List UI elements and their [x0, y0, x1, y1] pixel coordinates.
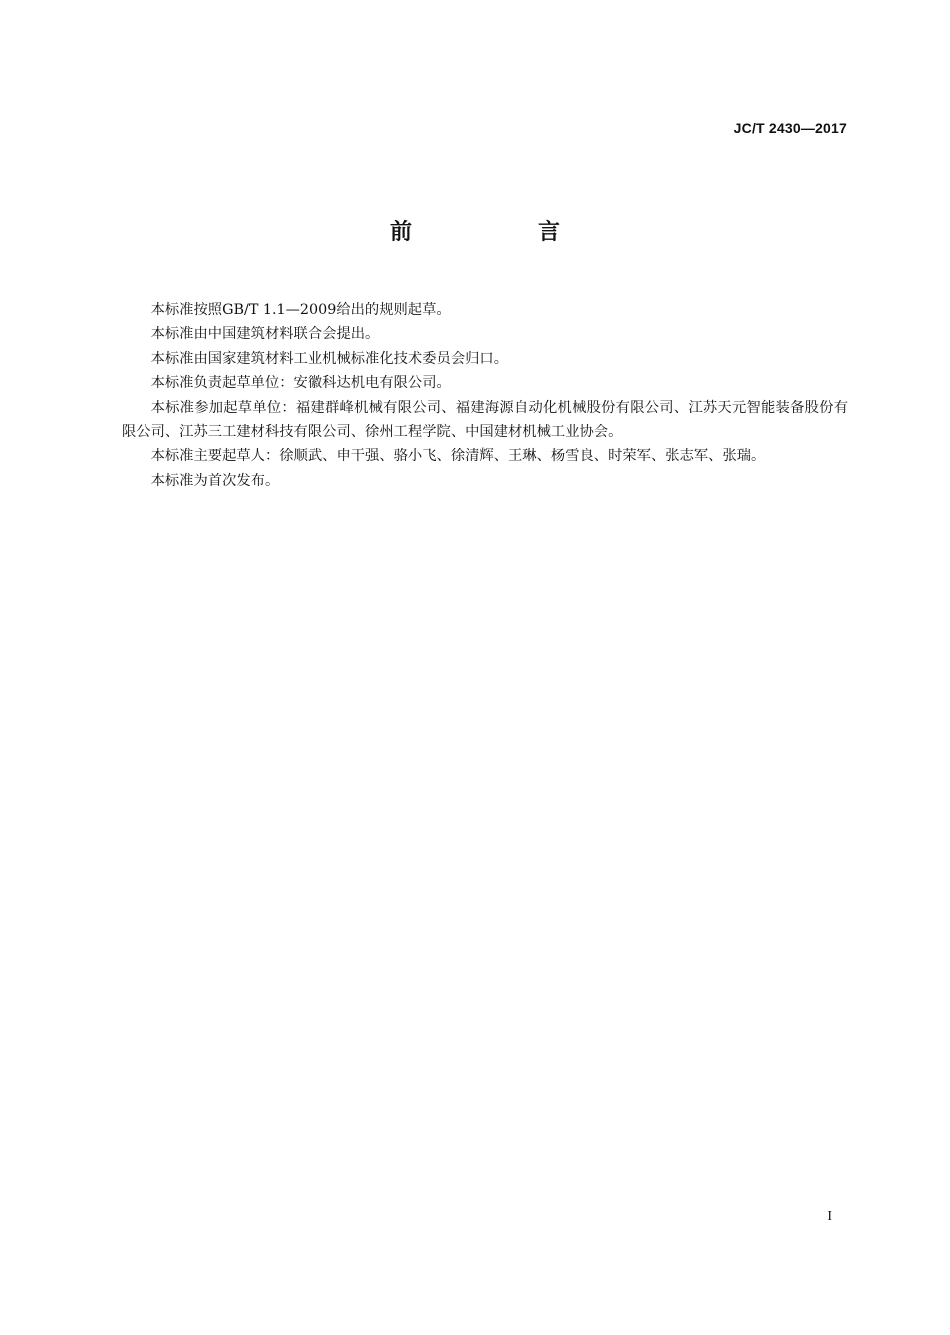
paragraph-lead-drafter: 本标准负责起草单位：安徽科达机电有限公司。: [150, 375, 451, 392]
standard-code: JC/T 2430—2017: [733, 120, 847, 136]
paragraph-under-jurisdiction: 本标准由国家建筑材料工业机械标准化技术委员会归口。: [150, 350, 509, 367]
paragraph-first-release: 本标准为首次发布。: [150, 472, 280, 489]
paragraph-main-drafters: 本标准主要起草人：徐顺武、申干强、骆小飞、徐清辉、王琳、杨雪良、时荣军、张志军、张瑞。: [150, 448, 766, 465]
paragraph-participating-drafters: 本标准参加起草单位：福建群峰机械有限公司、福建海源自动化机械股份有限公司、江苏天元智能装备股份有限公司、江苏三工建材科技有限公司、徐州工程学院、中国建材机械工业协会。: [122, 399, 848, 441]
paragraph-proposed-by: 本标准由中国建筑材料联合会提出。: [150, 326, 380, 343]
page-number: I: [827, 1209, 832, 1224]
foreword-body: [122, 298, 848, 493]
page-title: 前 言: [389, 220, 612, 245]
paragraph-drafting-rules: 本标准按照GB/T 1.1—2009给出的规则起草。: [150, 302, 451, 318]
